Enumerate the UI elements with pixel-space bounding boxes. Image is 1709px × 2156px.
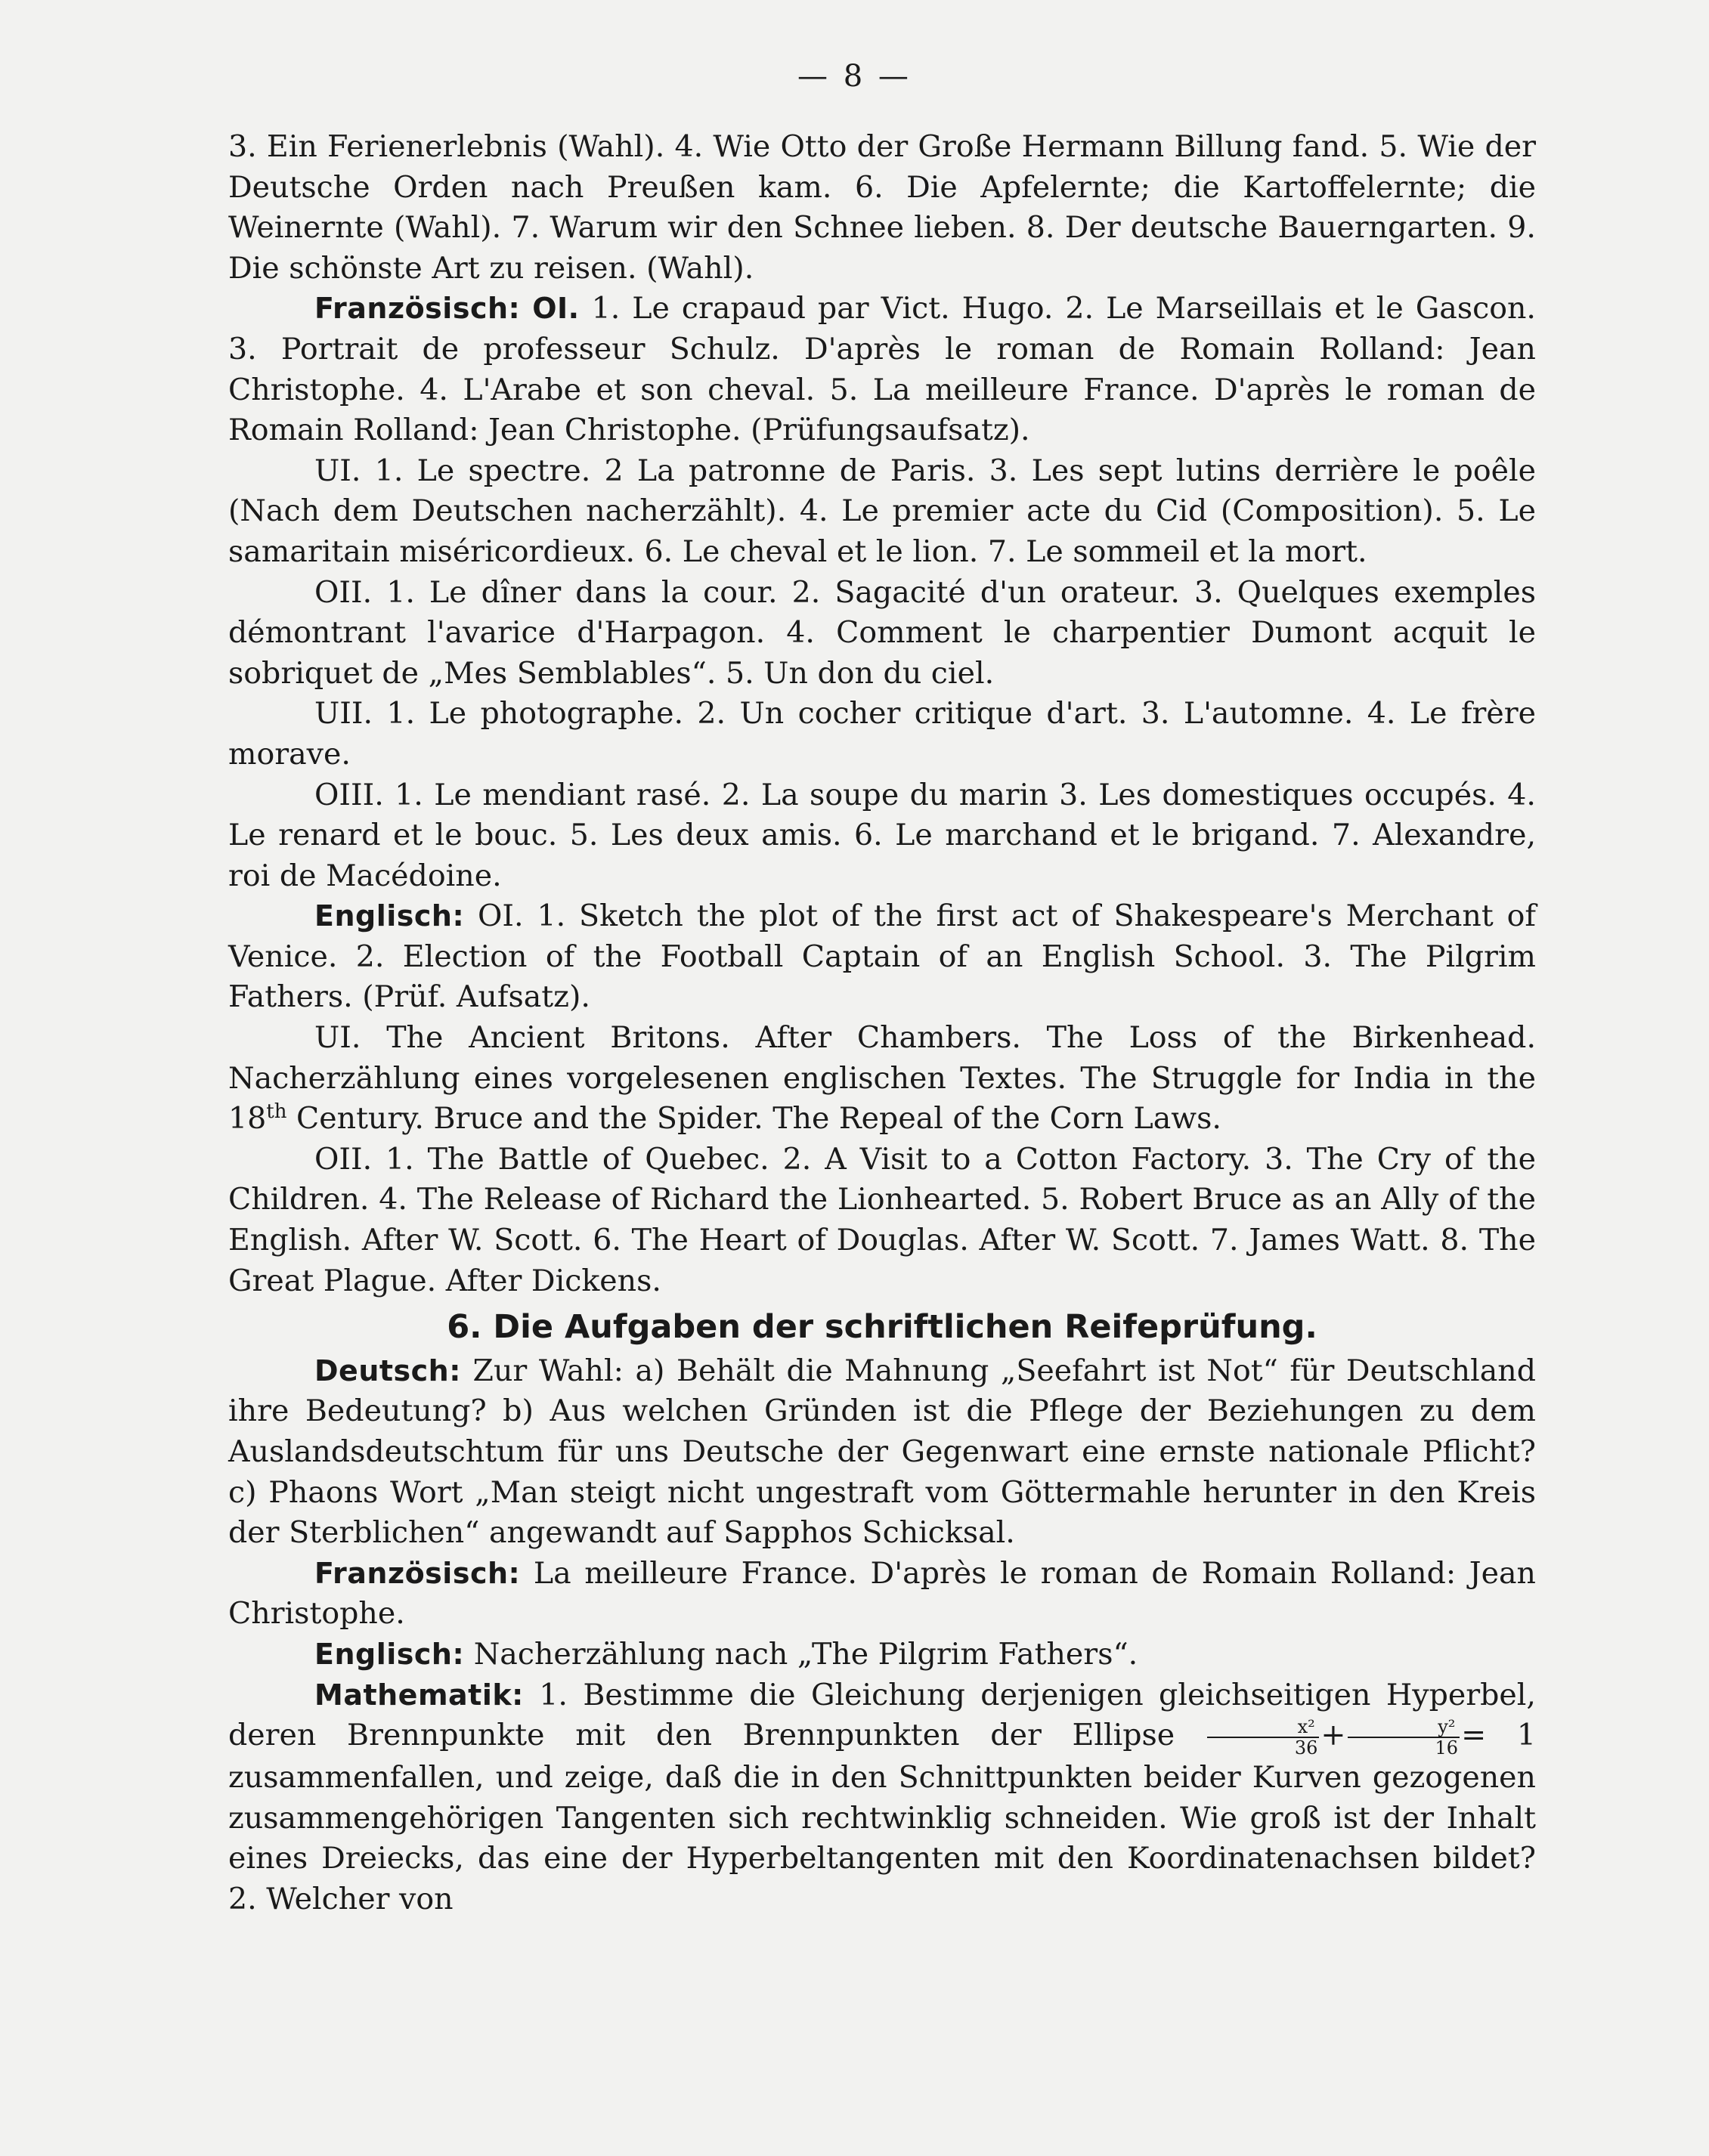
class-oi-label: OI. [532, 292, 580, 326]
reife-franzoesisch-text: La meilleure France. D'après le roman de Romain Rolland: Jean Christophe. [228, 1555, 1536, 1632]
fraction-y-squared: $\frac{\text{y²}}{16}$ [1348, 1717, 1460, 1758]
reife-franzoesisch-label: Französisch: [314, 1556, 521, 1590]
englisch-oi-text: OI. 1. Sketch the plot of the first act of Shakespeare's Merchant of Venice. 2. Election of the Football Captain of an English School. 3. The Pilgrim Fathers. (Prüf. Aufsatz). [228, 899, 1536, 1015]
fraction-x-squared: $\frac{\text{x²}}{36}$ [1207, 1717, 1320, 1758]
reife-deutsch-paragraph [228, 1351, 1536, 1554]
reife-franzoesisch-paragraph [228, 1554, 1536, 1635]
reife-deutsch-text: Zur Wahl: a) Behält die Mahnung „Seefahrt ist Not“ für Deutschland ihre Bedeutung? b) Aus welchen Gründen ist die Pflege der Beziehungen zu dem Auslandsdeutschtum für uns Deutsche der Gegenwart eine ernste nationale Pflicht? c) Phaons Wort „Man steigt nicht ungestraft vom Göttermahle herunter in den Kreis der Sterblichen“ angewandt auf Sapphos Schicksal. [228, 1353, 1536, 1551]
englisch-ui-text-b: Century. Bruce and the Spider. The Repeal of the Corn Laws. [286, 1101, 1221, 1137]
deutsch-label: Deutsch: [314, 1353, 461, 1387]
franzoesisch-oii-paragraph: OII. 1. Le dîner dans la cour. 2. Sagacité d'un orateur. 3. Quelques exemples démontrant l'avarice d'Harpagon. 4. Comment le charpentier Dumont acquit le sobriquet de „Mes Semblables“. 5. Un don du ciel. [228, 574, 1536, 691]
mathematik-text-b: zusammenfallen, und zeige, daß die in den Schnittpunkten beider Kurven gezogenen zusammengehörigen Tangenten sich rechtwinklig schneiden. Wie groß ist der Inhalt eines Dreiecks, das eine der Hyperbeltangenten mit den Koordinatenachsen bildet? 2. Welcher von [228, 1760, 1536, 1916]
englisch-oii-paragraph: OII. 1. The Battle of Quebec. 2. A Visit to a Cotton Factory. 3. The Cry of the Children. 4. The Release of Richard the Lionhearted. 5. Robert Bruce as an Ally of the English. After W. Scott. 6. The Heart of Douglas. After W. Scott. 7. James Watt. 8. The Great Plague. After Dickens. [228, 1141, 1536, 1298]
englisch-oi-paragraph [228, 896, 1536, 1018]
franzoesisch-uii-paragraph: UII. 1. Le photographe. 2. Un cocher critique d'art. 3. L'automne. 4. Le frère morave. [228, 696, 1536, 772]
plus-sign: + [1320, 1718, 1346, 1753]
equals-one: = 1 [1461, 1718, 1536, 1753]
reife-englisch-label: Englisch: [314, 1637, 465, 1671]
franzoesisch-label: Französisch: [314, 292, 521, 326]
englisch-ui-text-a: UI. The Ancient Britons. After Chambers. The Loss of the Birkenhead. Nacherzählung eines vorgelesenen englischen Textes. The Struggle for India in the 18 [228, 1020, 1536, 1137]
ordinal-suffix: th [266, 1100, 287, 1124]
opening-paragraph: 3. Ein Ferienerlebnis (Wahl). 4. Wie Otto der Große Hermann Billung fand. 5. Wie der Deutsche Orden nach Preußen kam. 6. Die Apfelernte; die Kartoffelernte; die Weinernte (Wahl). 7. Warum wir den Schnee lieben. 8. Der deutsche Bauerngarten. 9. Die schönste Art zu reisen. (Wahl). [228, 129, 1536, 286]
section-heading: 6. Die Aufgaben der schriftlichen Reifeprüfung. [447, 1308, 1317, 1347]
page-number: — 8 — [797, 59, 912, 94]
reife-englisch-paragraph [228, 1635, 1536, 1675]
reife-englisch-text: Nacherzählung nach „The Pilgrim Fathers“. [473, 1636, 1138, 1672]
englisch-label: Englisch: [314, 899, 465, 933]
franzoesisch-oi-paragraph [228, 289, 1536, 450]
franzoesisch-oiii-paragraph: OIII. 1. Le mendiant rasé. 2. La soupe du marin 3. Les domestiques occupés. 4. Le renard et le bouc. 5. Les deux amis. 6. Le marchand et le brigand. 7. Alexandre, roi de Macédoine. [228, 777, 1536, 893]
englisch-ui-paragraph [228, 1018, 1536, 1140]
mathematik-text-a: 1. Bestimme die Gleichung derjenigen gleichseitigen Hyperbel, deren Brennpunkte mit den Brennpunkten der Ellipse [228, 1677, 1536, 1753]
body-text [228, 127, 1536, 1920]
reife-mathematik-paragraph [228, 1675, 1536, 1920]
franzoesisch-oi-text: 1. Le crapaud par Vict. Hugo. 2. Le Marseillais et le Gascon. 3. Portrait de professeur Schulz. D'après le roman de Romain Rolland: Jean Christophe. 4. L'Arabe et son cheval. 5. La meilleure France. D'après le roman de Romain Rolland: Jean Christophe. (Prüfungsaufsatz). [228, 291, 1536, 448]
mathematik-label: Mathematik: [314, 1678, 524, 1712]
franzoesisch-ui-paragraph: UI. 1. Le spectre. 2 La patronne de Paris. 3. Les sept lutins derrière le poêle (Nach dem Deutschen nacherzählt). 4. Le premier acte du Cid (Composition). 5. Le samaritain miséricordieux. 6. Le cheval et le lion. 7. Le sommeil et la mort. [228, 453, 1536, 569]
